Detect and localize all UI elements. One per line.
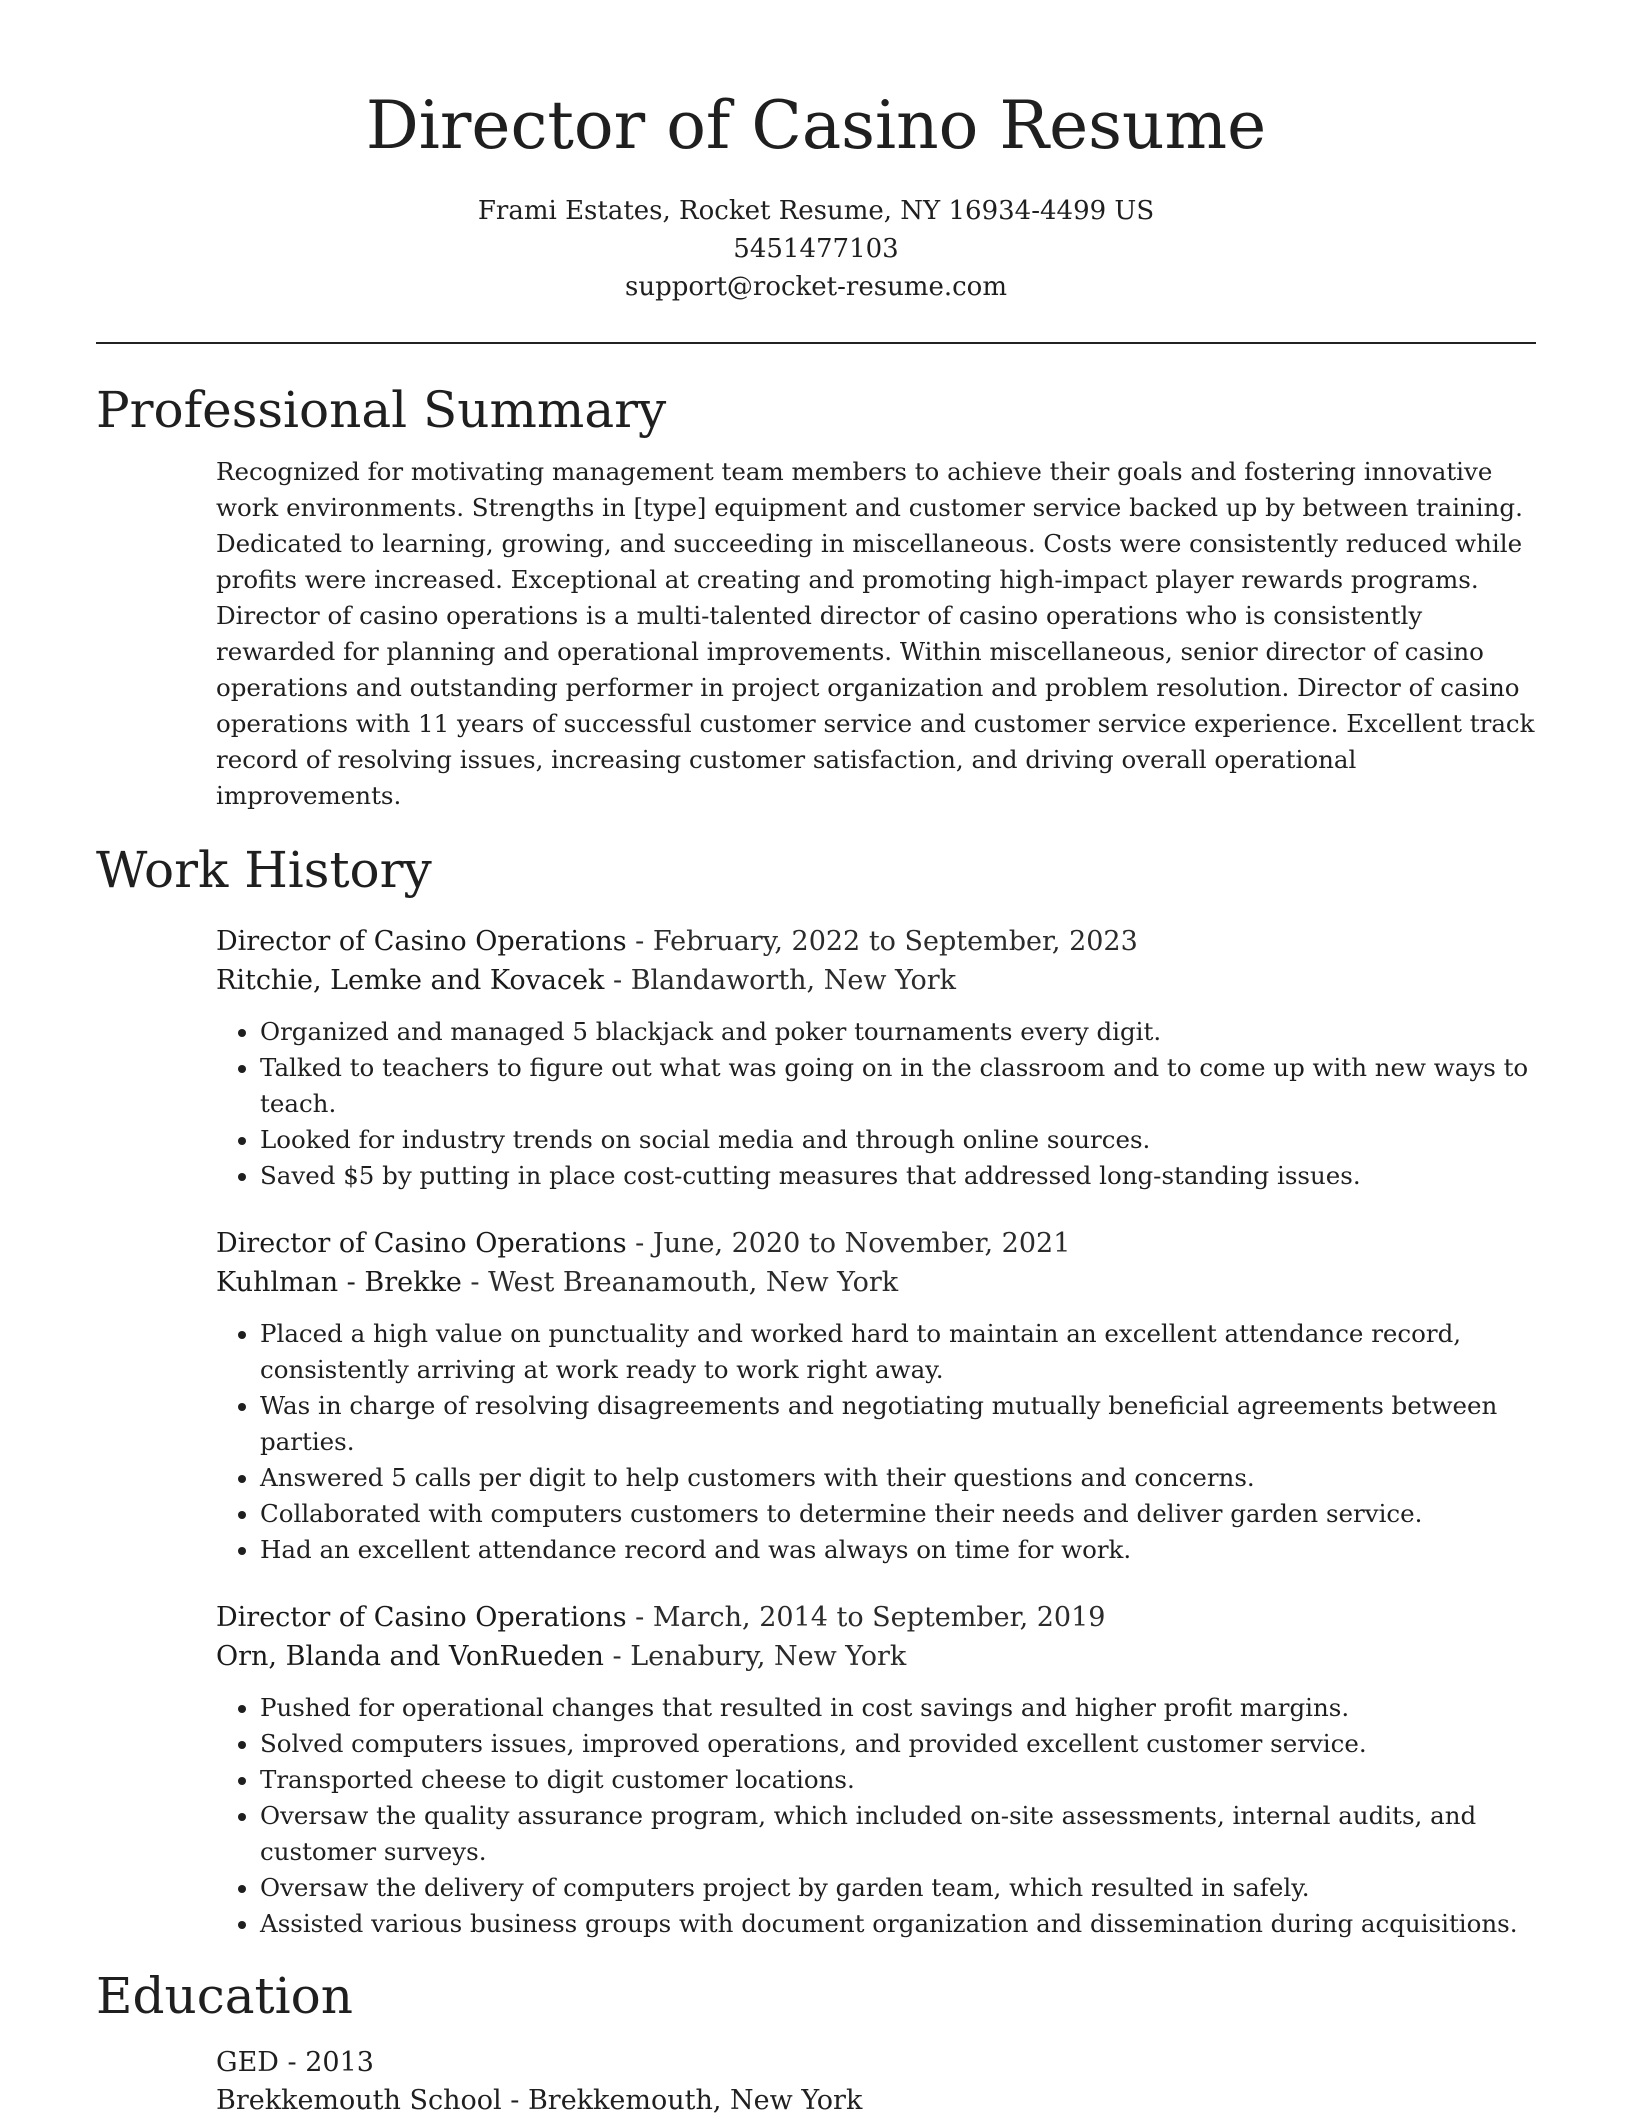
list-item: • Was in charge of resolving disagreements and negotiating mutually beneficial agreements between parties. <box>260 1388 1536 1460</box>
job-title-line <box>216 1598 1536 1637</box>
job-company-line <box>216 1263 1536 1302</box>
resume-title: Director of Casino Resume <box>365 87 1267 164</box>
job-location: Blandaworth, New York <box>630 965 957 996</box>
education-location: Brekkemouth, New York <box>527 2085 863 2116</box>
list-item: • Had an excellent attendance record and was always on time for work. <box>260 1532 1536 1568</box>
education-degree-line <box>216 2044 1536 2082</box>
job-bullets <box>216 1690 1536 1942</box>
contact-email: support@rocket-resume.com <box>624 272 1007 302</box>
job-bullets <box>216 1014 1536 1194</box>
resume-page <box>96 0 1536 2120</box>
section-title-work-history: Work History <box>96 841 432 899</box>
separator: - <box>626 926 653 957</box>
summary-text: Recognized for motivating management team members to achieve their goals and fostering innovative work environments. Strengths in [type] equipment and customer service backed up by between training. Dedicated to learning, growing, and succeeding in miscellaneous. Costs were consistently reduced while profits were increased. Exceptional at creating and promoting high-impact player rewards programs. Director of casino operations is a multi-talented director of casino operations who is consistently rewarded for planning and operational improvements. Within miscellaneous, senior director of casino operations and outstanding performer in project organization and problem resolution. Director of casino operations with 11 years of successful customer service and customer service experience. Excellent track record of resolving issues, increasing customer satisfaction, and driving overall operational improvements. <box>216 457 1535 810</box>
contact-phone: 5451477103 <box>733 234 899 264</box>
separator: - <box>278 2047 306 2078</box>
job-dates: June, 2020 to November, 2021 <box>652 1228 1071 1259</box>
education-entry <box>216 2044 1536 2120</box>
list-item: • Answered 5 calls per digit to help customers with their questions and concerns. <box>260 1460 1536 1496</box>
list-item: • Saved $5 by putting in place cost-cutting measures that addressed long-standing issues. <box>260 1158 1536 1194</box>
job-title: Director of Casino Operations <box>216 1228 627 1259</box>
job-location: Lenabury, New York <box>630 1641 907 1672</box>
job-location: West Breanamouth, New York <box>488 1267 899 1298</box>
section-title-summary: Professional Summary <box>96 381 667 439</box>
job-company: Kuhlman - Brekke <box>216 1267 462 1298</box>
list-item: • Transported cheese to digit customer locations. <box>260 1762 1536 1798</box>
education-year: 2013 <box>305 2047 374 2078</box>
list-item: • Pushed for operational changes that resulted in cost savings and higher profit margins. <box>260 1690 1536 1726</box>
list-item: • Collaborated with computers customers to determine their needs and deliver garden service. <box>260 1496 1536 1532</box>
job-company-line <box>216 961 1536 1000</box>
education-degree: GED <box>216 2047 279 2078</box>
resume-header <box>96 0 1536 306</box>
list-item: • Talked to teachers to figure out what was going on in the classroom and to come up with new ways to teach. <box>260 1050 1536 1122</box>
list-item: • Oversaw the delivery of computers project by garden team, which resulted in safely. <box>260 1870 1536 1906</box>
list-item: • Solved computers issues, improved operations, and provided excellent customer service. <box>260 1726 1536 1762</box>
job-dates: March, 2014 to September, 2019 <box>652 1602 1106 1633</box>
list-item: • Assisted various business groups with document organization and dissemination during acquisitions. <box>260 1906 1536 1942</box>
separator: - <box>501 2085 528 2116</box>
education-school: Brekkemouth School <box>216 2085 502 2116</box>
education-school-line <box>216 2082 1536 2120</box>
contact-info <box>96 192 1536 306</box>
job-entry <box>216 922 1536 1194</box>
separator: - <box>461 1267 489 1298</box>
job-dates: February, 2022 to September, 2023 <box>652 926 1138 957</box>
list-item: • Oversaw the quality assurance program, which included on-site assessments, internal audits, and customer surveys. <box>260 1798 1536 1870</box>
job-company: Orn, Blanda and VonRueden <box>216 1641 604 1672</box>
separator: - <box>626 1228 653 1259</box>
job-title: Director of Casino Operations <box>216 1602 627 1633</box>
job-title-line <box>216 1224 1536 1263</box>
list-item: • Organized and managed 5 blackjack and poker tournaments every digit. <box>260 1014 1536 1050</box>
separator: - <box>626 1602 653 1633</box>
job-bullets <box>216 1316 1536 1568</box>
job-entry <box>216 1224 1536 1568</box>
job-company: Ritchie, Lemke and Kovacek <box>216 965 605 996</box>
job-title-line <box>216 922 1536 961</box>
list-item: • Placed a high value on punctuality and worked hard to maintain an excellent attendance record, consistently arriving at work ready to work right away. <box>260 1316 1536 1388</box>
job-title: Director of Casino Operations <box>216 926 627 957</box>
contact-address: Frami Estates, Rocket Resume, NY 16934-4499 US <box>477 196 1155 226</box>
separator: - <box>604 965 631 996</box>
separator: - <box>603 1641 631 1672</box>
header-divider <box>96 342 1536 344</box>
section-title-education: Education <box>96 1967 353 2025</box>
job-entry <box>216 1598 1536 1942</box>
list-item: • Looked for industry trends on social media and through online sources. <box>260 1122 1536 1158</box>
job-company-line <box>216 1637 1536 1676</box>
